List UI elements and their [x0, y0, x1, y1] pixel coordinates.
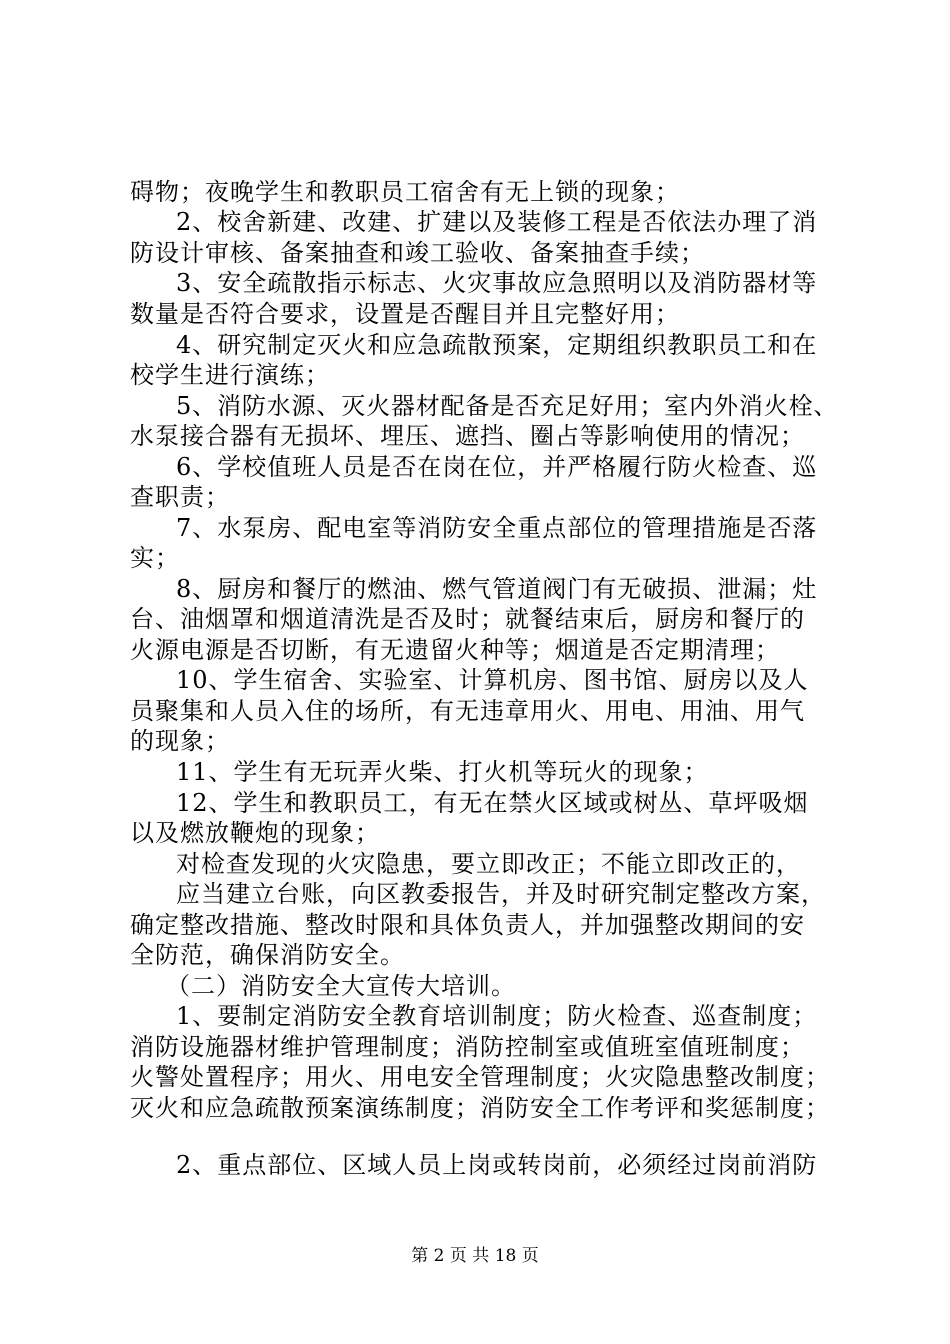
page-footer: 第 2 页 共 18 页 [411, 1246, 539, 1266]
text-line: 数量是否符合要求，设置是否醒目并且完整好用； [130, 300, 680, 328]
text-line: 台、油烟罩和烟道清洗是否及时；就餐结束后，厨房和餐厅的 [130, 605, 805, 633]
text-line: 6、学校值班人员是否在岗在位，并严格履行防火检查、巡 [176, 453, 818, 481]
text-line: 以及燃放鞭炮的现象； [130, 819, 380, 847]
text-line: 1、要制定消防安全教育培训制度；防火检查、巡查制度； [176, 1002, 818, 1030]
section-heading: （二）消防安全大宣传大培训。 [166, 972, 516, 1000]
text-line: 消防设施器材维护管理制度；消防控制室或值班室值班制度； [130, 1033, 805, 1061]
text-line: 对检查发现的火灾隐患，要立即改正；不能立即改正的， [176, 850, 801, 878]
text-line: 12、学生和教职员工，有无在禁火区域或树丛、草坪吸烟 [176, 789, 809, 817]
text-line: 4、研究制定灭火和应急疏散预案，定期组织教职员工和在 [176, 331, 818, 359]
text-line: 3、安全疏散指示标志、火灾事故应急照明以及消防器材等 [176, 269, 818, 297]
text-line: 碍物；夜晚学生和教职员工宿舍有无上锁的现象； [130, 178, 680, 206]
text-line: 8、厨房和餐厅的燃油、燃气管道阀门有无破损、泄漏；灶 [176, 575, 818, 603]
text-line: 的现象； [130, 727, 230, 755]
text-line: 确定整改措施、整改时限和具体负责人，并加强整改期间的安 [130, 911, 805, 939]
text-line: 防设计审核、备案抽查和竣工验收、备案抽查手续； [130, 239, 705, 267]
text-line: 校学生进行演练； [130, 361, 330, 389]
text-line: 实； [130, 544, 180, 572]
text-line: 11、学生有无玩弄火柴、打火机等玩火的现象； [176, 758, 709, 786]
text-line: 全防范，确保消防安全。 [130, 941, 405, 969]
text-line: 灭火和应急疏散预案演练制度；消防安全工作考评和奖惩制度； [130, 1094, 830, 1122]
text-line: 员聚集和人员入住的场所，有无违章用火、用电、用油、用气 [130, 697, 805, 725]
text-line: 查职责； [130, 483, 230, 511]
text-line: 火警处置程序；用火、用电安全管理制度；火灾隐患整改制度； [130, 1063, 830, 1091]
text-line: 10、学生宿舍、实验室、计算机房、图书馆、厨房以及人 [176, 666, 809, 694]
text-line: 2、重点部位、区域人员上岗或转岗前，必须经过岗前消防 [176, 1151, 818, 1179]
text-line: 水泵接合器有无损坏、埋压、遮挡、圈占等影响使用的情况； [130, 422, 805, 450]
text-line: 5、消防水源、灭火器材配备是否充足好用；室内外消火栓、 [176, 392, 839, 420]
text-line: 2、校舍新建、改建、扩建以及装修工程是否依法办理了消 [176, 208, 818, 236]
text-line: 火源电源是否切断，有无遗留火种等；烟道是否定期清理； [130, 636, 780, 664]
text-line: 应当建立台账，向区教委报告，并及时研究制定整改方案， [176, 880, 826, 908]
text-line: 7、水泵房、配电室等消防安全重点部位的管理措施是否落 [176, 514, 818, 542]
